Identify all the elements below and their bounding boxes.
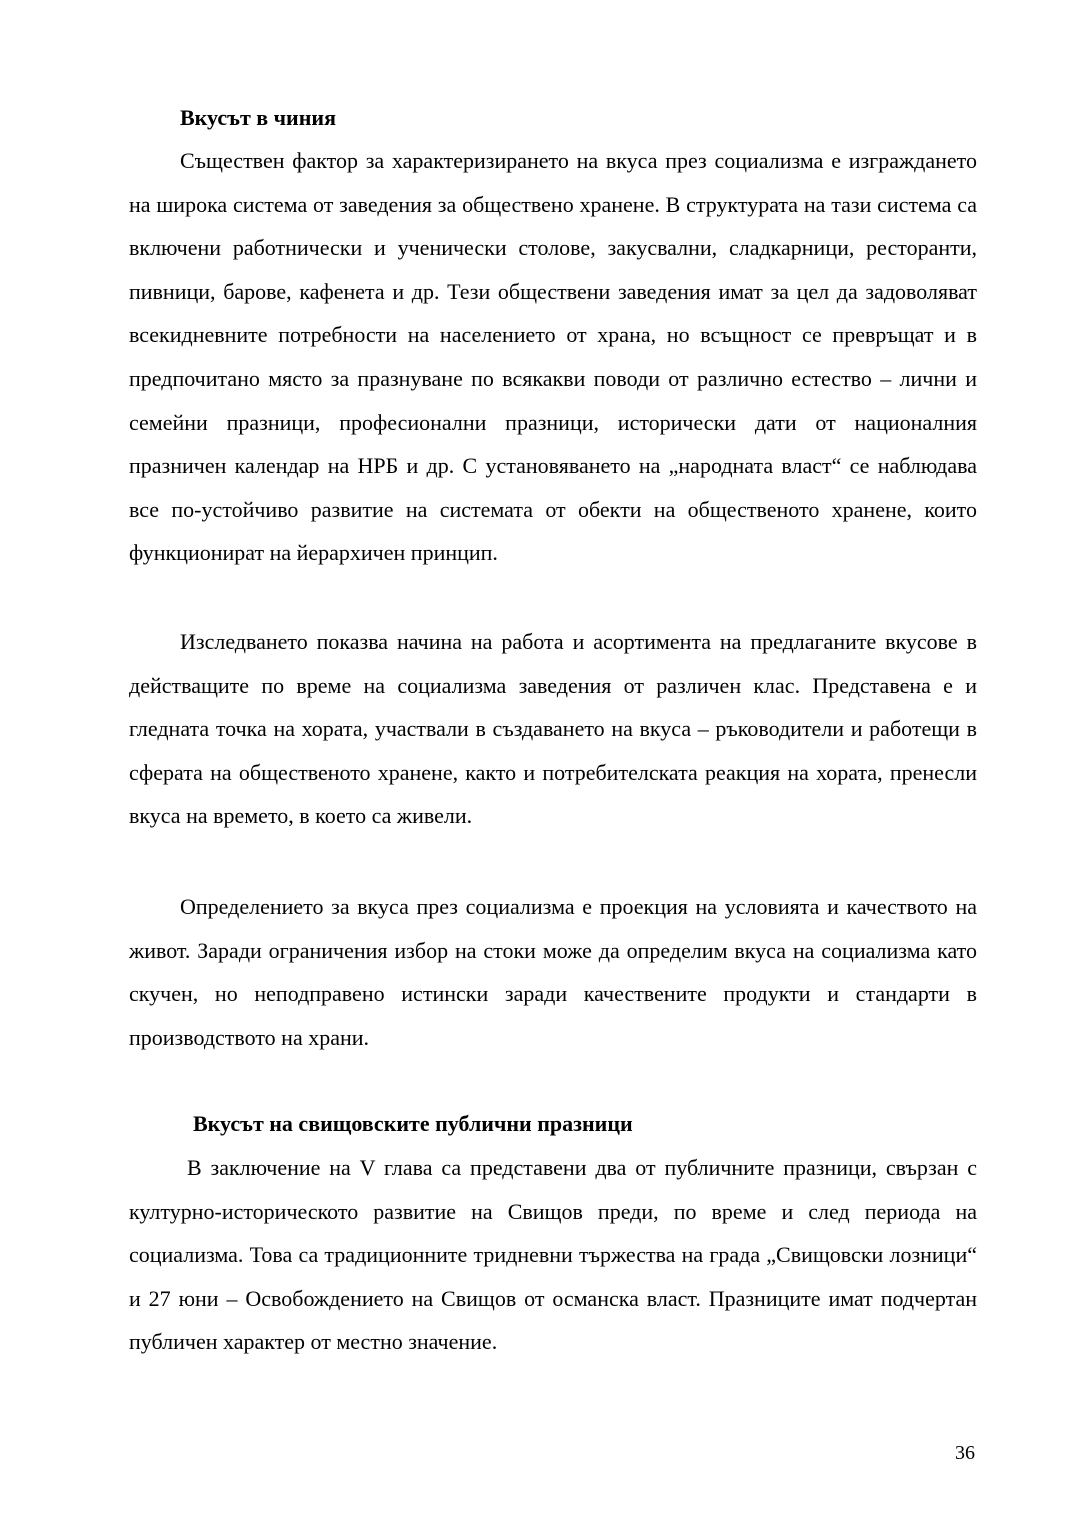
- section-heading-svishtov-holidays: Вкусът на свищовските публични празници: [193, 1111, 633, 1136]
- paragraph-research-findings: Изследването показва начина на работа и асортимента на предлаганите вкусове в действащите по време на социализма заведения от различен клас. Представена е и гледната точка на хората, участвали в създаването на вкуса – ръководители и работещи в сферата на общественото хранене, както и потребителската реакция на хората, пренесли вкуса на времето, в което са живели.: [129, 629, 977, 829]
- paragraph-public-catering: Съществен фактор за характеризирането на вкуса през социализма е изграждането на широка система от заведения за обществено хранене. В структурата на тази система са включени работнически и ученически столове, закусвални, сладкарници, ресторанти, пивници, барове, кафенета и др. Тези обществени заведения имат за цел да задоволяват всекидневните потребности на населението от храна, но всъщност се превръщат и в предпочитано място за празнуване по всякакви поводи от различно естество – лични и семейни празници, професионални празници, исторически дати от националния празничен календар на НРБ и др. С установяването на „народната власт“ се наблюдава все по-устойчиво развитие на системата от обекти на общественото хранене, които функционират на йерархичен принцип.: [129, 148, 977, 566]
- section-heading-taste-in-plate: Вкусът в чиния: [180, 105, 336, 130]
- page-number: 36: [955, 1442, 975, 1464]
- paragraph-public-holidays: В заключение на V глава са представени два от публичните празници, свързан с културно-историческото развитие на Свищов преди, по време и след периода на социализма. Това са традиционните тридневни тържества на града „Свищовски лозници“ и 27 юни – Освобождението на Свищов от османска власт. Празниците имат подчертан публичен характер от местно значение.: [129, 1155, 977, 1355]
- paragraph-definition-of-taste: Определението за вкуса през социализма е проекция на условията и качеството на живот. Заради ограничения избор на стоки може да определим вкуса на социализма като скучен, но неподправено истински заради качествените продукти и стандарти в производството на храни.: [129, 894, 977, 1050]
